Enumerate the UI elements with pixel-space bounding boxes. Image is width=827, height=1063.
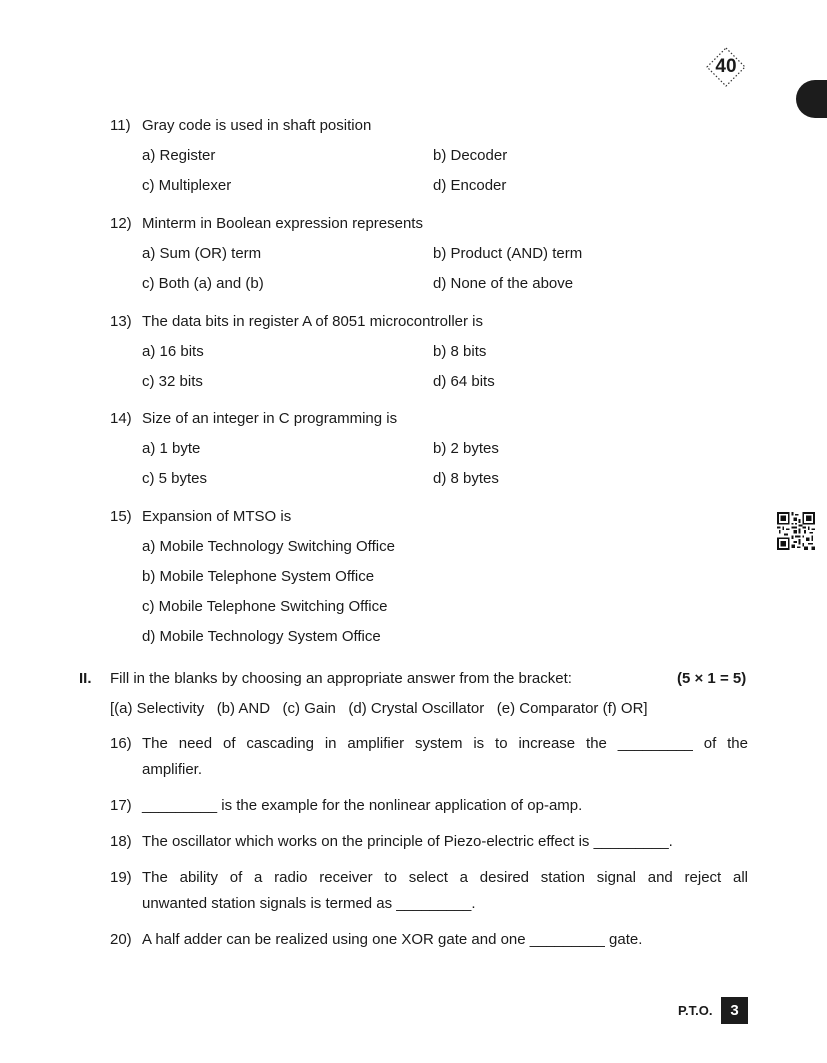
option-d: d) 64 bits	[433, 373, 495, 390]
question-text: Expansion of MTSO is	[142, 508, 292, 525]
question-text: Minterm in Boolean expression represents	[142, 215, 423, 232]
section-roman-numeral: II.	[79, 670, 92, 687]
question-number: 17)	[110, 797, 132, 814]
marks-badge	[706, 47, 746, 87]
option-a: a) Register	[142, 147, 216, 164]
section-marks: (5 × 1 = 5)	[677, 670, 747, 687]
pto-label: P.T.O.	[678, 1003, 713, 1018]
page-number: 3	[721, 997, 748, 1024]
option-c: c) Mobile Telephone Switching Office	[142, 598, 388, 615]
marks-badge-number: 40	[715, 56, 737, 77]
question-text: The oscillator which works on the principle of Piezo-electric effect is _________.	[142, 833, 673, 850]
question-number: 18)	[110, 833, 132, 850]
option-d: d) None of the above	[433, 275, 574, 292]
question-text: Gray code is used in shaft position	[142, 117, 372, 134]
option-a: a) Mobile Technology Switching Office	[142, 538, 395, 555]
option-c: c) 32 bits	[142, 373, 203, 390]
option-d: d) 8 bytes	[433, 470, 499, 487]
question-number: 12)	[110, 215, 132, 232]
question-number: 15)	[110, 508, 132, 525]
answer-choices: [(a) Selectivity (b) AND (c) Gain (d) Crystal Oscillator (e) Comparator (f) OR]	[110, 700, 648, 717]
question-text: The data bits in register A of 8051 microcontroller is	[142, 313, 484, 330]
option-b: b) Decoder	[433, 147, 508, 164]
option-c: c) Both (a) and (b)	[142, 275, 264, 292]
side-tab	[796, 80, 827, 118]
option-c: c) Multiplexer	[142, 177, 232, 194]
question-text-continued: amplifier.	[142, 761, 203, 778]
option-b: b) Mobile Telephone System Office	[142, 568, 375, 585]
section-instruction: Fill in the blanks by choosing an appropriate answer from the bracket:	[110, 670, 572, 687]
question-number: 14)	[110, 410, 132, 427]
qr-code-icon	[777, 512, 815, 550]
question-text: The ability of a radio receiver to select a desired station signal and reject all	[142, 869, 748, 886]
question-text: The need of cascading in amplifier system is to increase the _________ of the	[142, 735, 748, 752]
option-b: b) Product (AND) term	[433, 245, 583, 262]
option-d: d) Mobile Technology System Office	[142, 628, 381, 645]
question-text: Size of an integer in C programming is	[142, 410, 398, 427]
question-number: 13)	[110, 313, 132, 330]
option-a: a) 16 bits	[142, 343, 204, 360]
question-number: 19)	[110, 869, 132, 886]
option-c: c) 5 bytes	[142, 470, 208, 487]
question-number: 20)	[110, 931, 132, 948]
option-a: a) 1 byte	[142, 440, 201, 457]
option-b: b) 2 bytes	[433, 440, 499, 457]
question-number: 11)	[110, 117, 131, 134]
option-a: a) Sum (OR) term	[142, 245, 262, 262]
question-text-continued: unwanted station signals is termed as _________.	[142, 895, 476, 912]
question-text: A half adder can be realized using one XOR gate and one _________ gate.	[142, 931, 643, 948]
question-text: _________ is the example for the nonlinear application of op-amp.	[142, 797, 583, 814]
option-b: b) 8 bits	[433, 343, 487, 360]
question-number: 16)	[110, 735, 132, 752]
option-d: d) Encoder	[433, 177, 507, 194]
